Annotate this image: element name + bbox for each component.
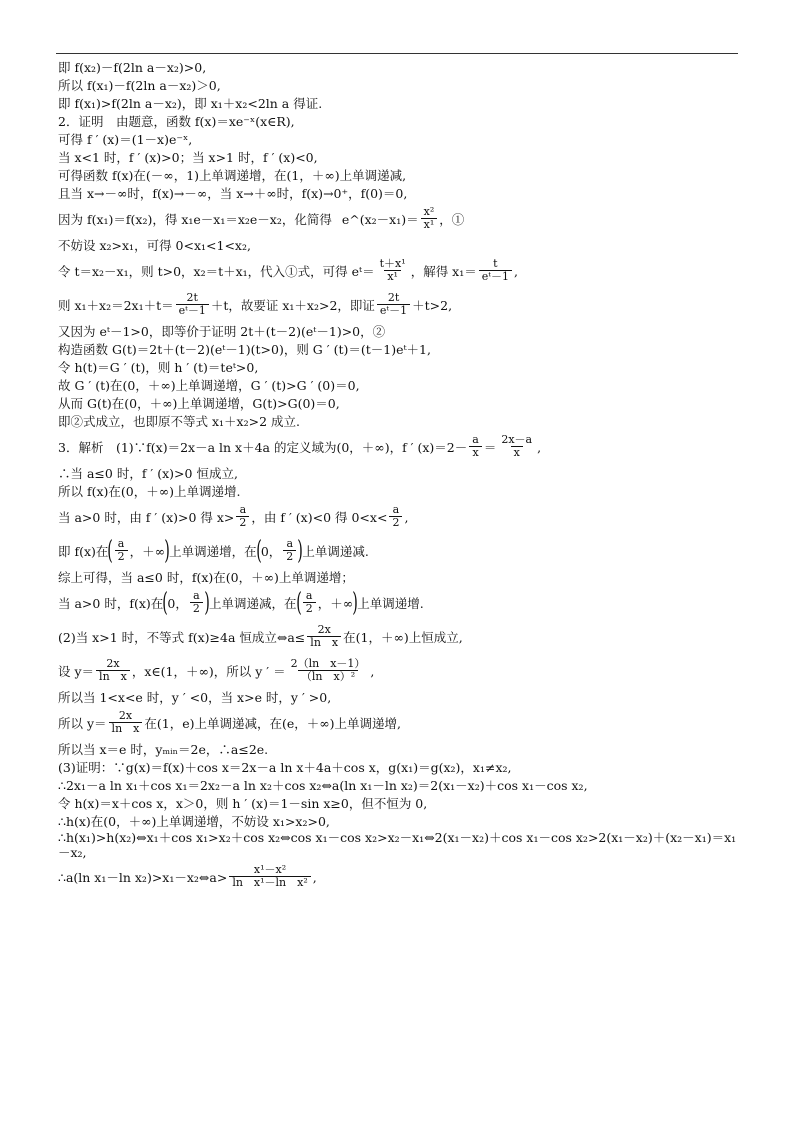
text-line	[58, 464, 738, 482]
text-line	[58, 654, 738, 688]
text-line	[58, 358, 738, 376]
text-span: 又因为 eᵗ－1>0，即等价于证明 2t＋(t－2)(eᵗ－1)>0，②	[58, 323, 386, 339]
text-line	[58, 58, 738, 76]
text-span: 在(1，e)上单调递减，在(e，＋∞)上单调递增,	[144, 715, 402, 731]
numerator: a	[286, 537, 294, 551]
numerator: 2t	[387, 291, 400, 305]
text-span: 即 f(x₁)>f(2ln a－x₂)，即 x₁＋x₂<2ln a 得证.	[58, 95, 323, 111]
text-span: ，由 f ′ (x)<0 得 0<x<	[251, 509, 388, 525]
text-line	[58, 340, 738, 358]
text-line	[58, 376, 738, 394]
fraction	[109, 710, 143, 736]
fraction	[389, 504, 402, 530]
text-span: 上单调递减.	[302, 543, 369, 559]
fraction	[307, 624, 341, 650]
numerator: t＋x¹	[379, 257, 406, 271]
text-span: 当 x<1 时，f ′ (x)>0；当 x>1 时，f ′ (x)<0,	[58, 149, 318, 165]
text-span: 可得 f ′ (x)＝(1－x)e⁻ˣ,	[58, 131, 193, 147]
fraction	[479, 258, 512, 284]
fraction	[176, 292, 209, 318]
numerator: 2x	[317, 623, 331, 637]
text-span: 设 y＝	[58, 663, 95, 679]
text-span: ＋t>2,	[412, 297, 453, 313]
denominator: ln x¹－ln x²	[229, 876, 310, 890]
text-line	[58, 166, 738, 184]
fraction	[96, 658, 130, 684]
text-line	[58, 430, 738, 464]
numerator: 2x	[118, 709, 133, 723]
text-span: 3．解析 (1)∵f(x)＝2x－a ln x＋4a 的定义域为(0，＋∞)，f ′ (x)＝2－	[58, 439, 468, 455]
text-line	[58, 412, 738, 430]
text-line	[58, 254, 738, 288]
fraction	[498, 434, 535, 460]
left-paren: (	[162, 588, 169, 618]
text-span: 所以 y＝	[58, 715, 107, 731]
text-line	[58, 202, 738, 236]
text-line	[58, 794, 738, 812]
solution-text	[58, 58, 738, 894]
numerator: x²	[423, 205, 435, 219]
denominator: ln x	[96, 670, 130, 684]
text-line	[58, 758, 738, 776]
denominator: x¹	[384, 270, 401, 284]
denominator: 2	[303, 602, 316, 616]
right-paren: )	[204, 588, 210, 618]
text-span: ，①	[439, 211, 465, 227]
text-span: 则 x₁＋x₂＝2x₁＋t＝	[58, 297, 174, 313]
denominator: 2	[115, 550, 128, 564]
text-span: ∴a(ln x₁－ln x₂)>x₁－x₂⇔a>	[58, 869, 228, 885]
text-span: 故 G ′ (t)在(0，＋∞)上单调递增，G ′ (t)>G ′ (0)＝0,	[58, 377, 360, 393]
text-span: ，x∈(1，＋∞)，所以 y ′ ＝	[131, 663, 286, 679]
text-line	[58, 776, 738, 794]
text-span: ,	[312, 869, 317, 885]
fraction	[377, 258, 409, 284]
text-span: 所以当 x＝e 时，yₘᵢₙ＝2e，∴a≤2e.	[58, 741, 269, 757]
denominator: 2	[283, 550, 296, 564]
text-span: 所以 f(x)在(0，＋∞)上单调递增.	[58, 483, 241, 499]
text-line	[58, 184, 738, 202]
text-line	[58, 740, 738, 758]
text-span: 可得函数 f(x)在(－∞，1)上单调递增，在(1，＋∞)上单调递减,	[58, 167, 407, 183]
text-line	[58, 94, 738, 112]
numerator: a	[193, 589, 200, 603]
numerator: a	[472, 433, 479, 447]
denominator: x	[511, 446, 523, 460]
text-span: 所以 f(x₁)－f(2ln a－x₂)＞0,	[58, 77, 221, 93]
numerator: a	[117, 537, 125, 551]
text-span: ＋t，故要证 x₁＋x₂>2，即证	[210, 297, 375, 313]
text-line	[58, 288, 738, 322]
fraction	[229, 864, 310, 890]
fraction	[469, 434, 482, 460]
text-span: 在(1，＋∞)上恒成立,	[343, 629, 463, 645]
numerator: 2t	[186, 291, 198, 305]
text-span: ，＋∞	[129, 543, 165, 559]
text-line	[58, 830, 738, 860]
text-span: 2．证明 由题意，函数 f(x)＝xe⁻ˣ(x∈R),	[58, 113, 295, 129]
denominator: x¹	[421, 218, 438, 232]
right-paren: )	[352, 588, 358, 618]
denominator: 2	[190, 602, 203, 616]
text-span: 即②式成立，也即原不等式 x₁＋x₂>2 成立.	[58, 413, 300, 429]
numerator: a	[392, 503, 400, 517]
denominator: 2	[236, 516, 249, 530]
text-span: 上单调递减，在	[209, 595, 297, 611]
numerator: x¹－x²	[253, 863, 287, 877]
text-span: 综上可得，当 a≤0 时，f(x)在(0，＋∞)上单调递增；	[58, 569, 354, 585]
right-paren: )	[164, 536, 170, 566]
denominator: eᵗ－1	[479, 270, 512, 284]
text-line	[58, 236, 738, 254]
text-span: ,	[513, 263, 518, 279]
text-line	[58, 482, 738, 500]
text-span: ∴h(x)在(0，＋∞)上单调递增，不妨设 x₁>x₂>0,	[58, 813, 330, 829]
text-span: ，解得 x₁＝	[410, 263, 477, 279]
fraction	[283, 538, 296, 564]
text-span: 令 h(x)＝x＋cos x，x＞0，则 h ′ (x)＝1－sin x≥0，但不恒为 0,	[58, 795, 428, 811]
text-span: e^(x₂－x₁)＝	[341, 211, 419, 227]
numerator: a	[305, 589, 313, 603]
denominator: ln x	[307, 636, 341, 650]
text-line	[58, 322, 738, 340]
text-span: 上单调递增.	[357, 595, 424, 611]
fraction	[236, 504, 249, 530]
text-line	[58, 148, 738, 166]
denominator: 2	[389, 516, 402, 530]
text-line	[58, 394, 738, 412]
text-span: ,	[404, 509, 409, 525]
text-line	[58, 706, 738, 740]
text-span: 构造函数 G(t)＝2t＋(t－2)(eᵗ－1)(t>0)，则 G ′ (t)＝(t－1)eᵗ＋1,	[58, 341, 431, 357]
text-span: ,	[537, 439, 542, 455]
text-span: ∴当 a≤0 时，f ′ (x)>0 恒成立,	[58, 465, 238, 481]
left-paren: (	[295, 588, 302, 618]
text-line	[58, 688, 738, 706]
numerator: 2（ln x－1）	[290, 657, 366, 671]
text-line	[58, 76, 738, 94]
text-line	[58, 130, 738, 148]
text-span: ，＋∞	[317, 595, 354, 611]
text-span: 0，	[167, 595, 188, 611]
denominator: ln x	[109, 722, 143, 736]
denominator: x	[469, 446, 481, 460]
fraction	[115, 538, 128, 564]
left-paren: (	[107, 536, 114, 566]
fraction	[190, 590, 203, 616]
text-span: 且当 x→－∞时，f(x)→－∞，当 x→＋∞时，f(x)→0⁺，f(0)＝0,	[58, 185, 408, 201]
fraction	[377, 292, 410, 318]
denominator: eᵗ－1	[176, 304, 209, 318]
numerator: a	[239, 503, 247, 517]
denominator: eᵗ－1	[377, 304, 410, 318]
text-span: 从而 G(t)在(0，＋∞)上单调递增，G(t)>G(0)＝0,	[58, 395, 340, 411]
text-span: 当 a>0 时，由 f ′ (x)>0 得 x>	[58, 509, 235, 525]
fraction	[421, 206, 438, 232]
text-line	[58, 586, 738, 620]
text-span: ∴h(x₁)>h(x₂)⇔x₁＋cos x₁>x₂＋cos x₂⇔cos x₁－cos x₂>x₂－x₁⇔2(x₁－x₂)＋cos x₁－cos x₂>2(x₁－x₂)＋(x₂－x₁)＝x₁－x₂,	[58, 830, 737, 860]
text-span: 即 f(x)在	[58, 543, 109, 559]
denominator: （ln x）²	[298, 670, 358, 684]
text-line	[58, 500, 738, 534]
text-line	[58, 860, 738, 894]
header-rule	[56, 53, 738, 54]
text-span: 当 a>0 时，f(x)在	[58, 595, 164, 611]
text-span: 因为 f(x₁)＝f(x₂)，得 x₁e－x₁＝x₂e－x₂，化简得	[58, 211, 332, 227]
right-paren: )	[297, 536, 304, 566]
numerator: 2x－a	[501, 433, 533, 447]
text-span: 不妨设 x₂>x₁，可得 0<x₁<1<x₂,	[58, 237, 251, 253]
fraction	[288, 658, 369, 684]
fraction	[303, 590, 316, 616]
text-line	[58, 620, 738, 654]
text-span: 即 f(x₂)－f(2ln a－x₂)>0,	[58, 59, 207, 75]
text-span: ∴2x₁－a ln x₁＋cos x₁＝2x₂－a ln x₂＋cos x₂⇔a(ln x₁－ln x₂)＝2(x₁－x₂)＋cos x₁－cos x₂,	[58, 777, 588, 793]
text-span: 0，	[260, 543, 282, 559]
text-span: 令 t＝x₂－x₁，则 t>0，x₂＝t＋x₁，代入①式，可得 eᵗ＝	[58, 263, 375, 279]
text-line	[58, 112, 738, 130]
text-line	[58, 568, 738, 586]
left-paren: (	[255, 536, 262, 566]
text-line	[58, 812, 738, 830]
text-span: (2)当 x>1 时，不等式 f(x)≥4a 恒成立⇔a≤	[58, 629, 306, 645]
text-span: ＝	[483, 439, 497, 455]
numerator: 2x	[106, 657, 120, 671]
text-line	[58, 534, 738, 568]
text-span: (3)证明：∵g(x)＝f(x)＋cos x＝2x－a ln x＋4a＋cos x，g(x₁)＝g(x₂)，x₁≠x₂,	[58, 759, 512, 775]
text-span: 上单调递增，在	[169, 543, 257, 559]
numerator: t	[493, 257, 498, 271]
text-span: 令 h(t)＝G ′ (t)，则 h ′ (t)＝teᵗ>0,	[58, 359, 259, 375]
text-span: 所以当 1<x<e 时，y ′ <0，当 x>e 时，y ′ >0,	[58, 689, 332, 705]
text-span: ,	[370, 663, 375, 679]
